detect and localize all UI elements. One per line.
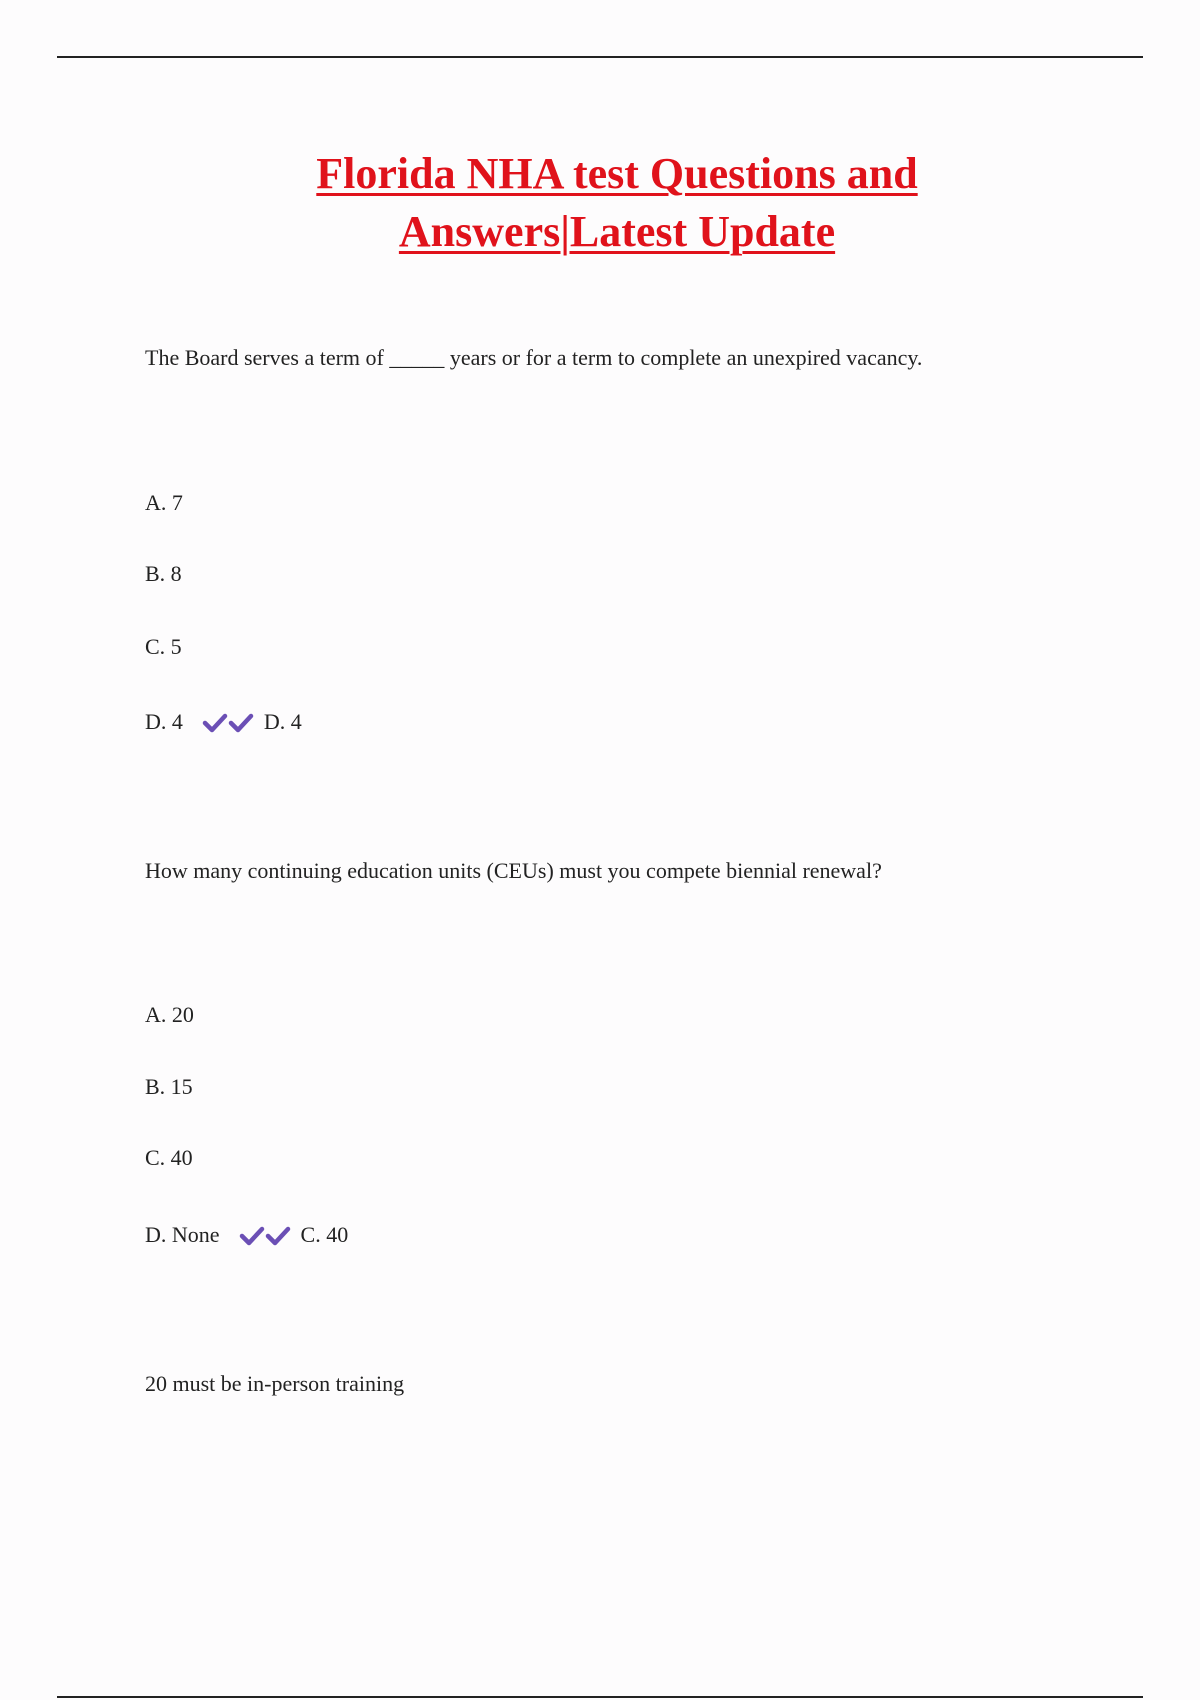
answer-marker (239, 1222, 297, 1247)
question-2-option-a: A. 20 (145, 1002, 194, 1027)
page-title (0, 145, 1200, 261)
note-text: 20 must be in-person training (145, 1371, 405, 1396)
checkmark-icon (265, 1224, 291, 1246)
checkmark-icon (239, 1224, 265, 1246)
question-1-option-b: B. 8 (145, 561, 182, 586)
checkmark-icon (228, 711, 254, 733)
top-rule (57, 56, 1143, 58)
question-2-prompt: How many continuing education units (CEUs) must you compete biennial renewal? (145, 858, 882, 883)
answer-marker (202, 709, 260, 734)
question-1-option-a: A. 7 (145, 490, 183, 515)
question-1-answer: D. 4 (263, 709, 302, 734)
question-2-option-c: C. 40 (145, 1145, 193, 1170)
question-1-prompt: The Board serves a term of _____ years or for a term to complete an unexpired vacancy. (145, 345, 923, 370)
checkmark-icon (202, 711, 228, 733)
question-2-answer: C. 40 (300, 1222, 349, 1247)
question-1-option-c: C. 5 (145, 634, 182, 659)
question-2-option-d-row (145, 1221, 348, 1249)
title-line-2: Answers|Latest Update (398, 207, 836, 256)
question-1-option-d-row (145, 708, 302, 736)
bottom-rule (57, 1696, 1143, 1698)
question-2-option-b: B. 15 (145, 1074, 193, 1099)
question-1-option-d: D. 4 (145, 709, 183, 734)
question-2-option-d: D. None (145, 1222, 220, 1247)
title-line-1: Florida NHA test Questions and (316, 149, 918, 198)
